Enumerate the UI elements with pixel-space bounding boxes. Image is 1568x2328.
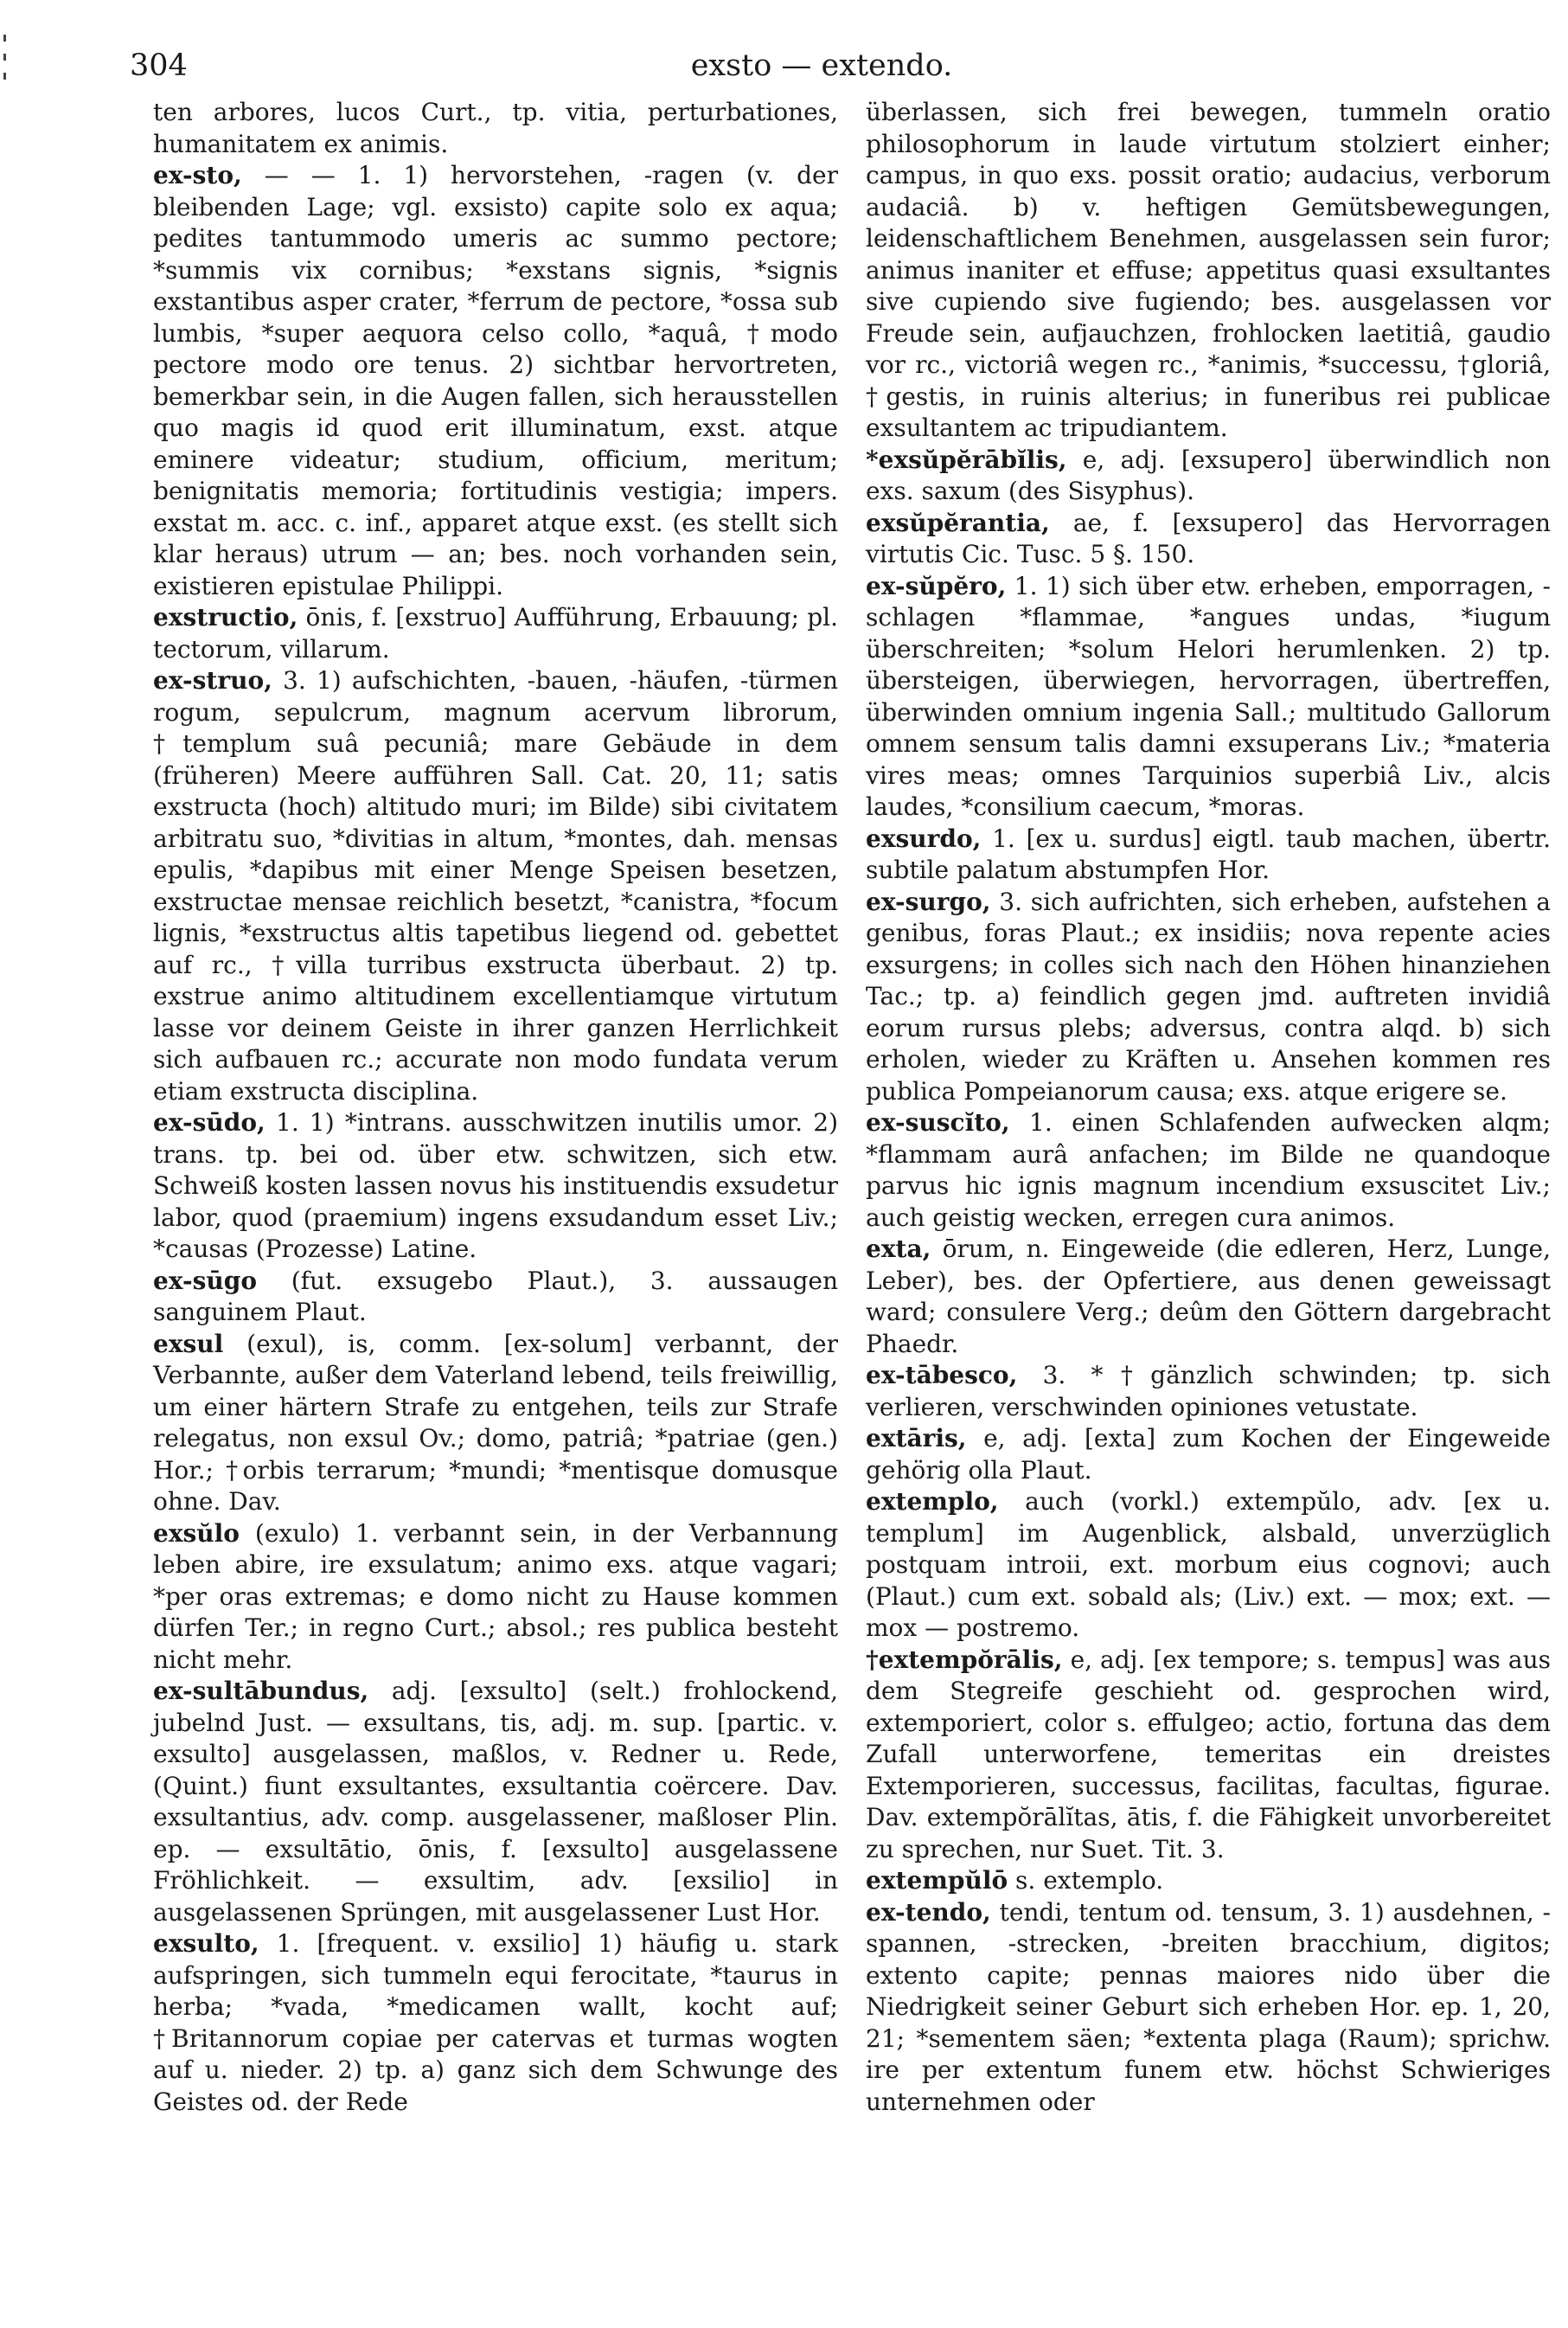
entry-text: 1. 1) *intrans. ausschwitzen inutilis umor. 2) trans. tp. bei od. über etw. schwitzen, sich etw. Schweiß kosten lassen novus his instituendis exsudetur labor, quod (praemium) ingens exsudandum esset Liv.; *causas (Prozesse) Latine. <box>153 1108 838 1263</box>
margin-mark <box>3 73 6 80</box>
dictionary-entry <box>153 1928 838 2118</box>
dictionary-entry <box>866 1234 1551 1360</box>
dictionary-entry <box>866 1897 1551 2119</box>
dictionary-entry <box>153 1518 838 1677</box>
dictionary-entry <box>153 665 838 1107</box>
entry-text: 1. [ex u. surdus] eigtl. taub machen, übertr. subtile palatum abstumpfen Hor. <box>866 824 1551 884</box>
entry-headword: ex-suscĭto, <box>866 1108 1010 1137</box>
dictionary-entry <box>866 1865 1551 1897</box>
dictionary-entry <box>866 445 1551 508</box>
dictionary-entry <box>866 824 1551 887</box>
margin-mark <box>3 35 6 42</box>
entry-text: tendi, tentum od. tensum, 3. 1) ausdehnen, -spannen, -strecken, -breiten bracchium, digitos; extento capite; pennas maiores nido über die Niedrigkeit seiner Geburt sich erheben Hor. ep. 1, 20, 21; *sementem säen; *extenta plaga (Raum); sprichw. ire per extentum funem etw. höchst Schwieriges unternehmen oder <box>866 1897 1551 2116</box>
entry-headword: ex-sto, <box>153 161 242 189</box>
running-header <box>130 40 1514 92</box>
entry-headword: extempŭlō <box>866 1866 1008 1895</box>
entry-text: ōnis, f. [exstruo] Aufführung, Erbauung; pl. tectorum, villarum. <box>153 603 839 664</box>
running-title: exsto — extendo. <box>690 48 953 83</box>
dictionary-entry <box>866 1423 1551 1486</box>
entry-text: ae, f. [exsupero] das Hervorragen virtutis Cic. Tusc. 5 §. 150. <box>866 508 1551 568</box>
right-column <box>866 97 1551 2118</box>
entry-headword: exsŭpĕrantia, <box>866 508 1050 537</box>
entry-headword: extāris, <box>866 1424 967 1453</box>
dictionary-entry <box>866 1486 1551 1645</box>
dictionary-entry <box>866 571 1551 824</box>
entry-text: adj. [exsulto] (selt.) frohlockend, jubelnd Just. — exsultans, tis, adj. m. sup. [partic. v. exsulto] ausgelassen, maßlos, v. Redner u. Rede, (Quint.) fiunt exsultantes, exsultantia coërcere. Dav. exsultantius, adv. comp. ausgelassener, maßloser Plin. ep. — exsultātio, ōnis, f. [exsulto] ausgelassene Fröhlichkeit. — exsultim, adv. [exsilio] in ausgelassenen Sprüngen, mit ausgelassener Lust Hor. <box>153 1677 838 1927</box>
margin-mark <box>3 54 6 61</box>
entry-text: e, adj. [ex tempore; s. tempus] was aus dem Stegreife geschieht od. gesprochen wird, extemporiert, color s. effulgeo; actio, fortuna das dem Zufall unterworfene, temeritas ein dreistes Extemporieren, successus, facilitas, facultas, figurae. Dav. extempŏrālĭtas, ātis, f. die Fähigkeit unvorbereitet zu sprechen, nur Suet. Tit. 3. <box>866 1645 1552 1863</box>
dictionary-entry <box>153 1107 838 1266</box>
dictionary-entry <box>866 1360 1551 1423</box>
entry-headword: exsurdo, <box>866 824 982 853</box>
entry-headword: ex-surgo, <box>866 887 991 916</box>
entry-text: s. extemplo. <box>1015 1866 1164 1895</box>
entry-headword: ex-sūdo, <box>153 1108 266 1137</box>
dictionary-entry <box>866 887 1551 1108</box>
left-column <box>153 97 838 2118</box>
entry-headword: exta, <box>866 1235 931 1263</box>
dictionary-entry <box>866 97 1551 445</box>
entry-headword: exsul <box>153 1329 224 1358</box>
entry-text: 3. 1) aufschichten, -bauen, -häufen, -türmen rogum, sepulcrum, magnum acervum librorum, †templum suâ pecuniâ; mare Gebäude in dem (früheren) Meere aufführen Sall. Cat. 20, 11; satis exstructa (hoch) altitudo muri; im Bilde) sibi civitatem arbitratu suo, *divitias in altum, *montes, dah. mensas epulis, *dapibus mit einer Menge Speisen besetzen, exstructae mensae reichlich besetzt, *canistra, *focum lignis, *exstructus altis tapetibus liegend od. gebettet auf rc., †villa turribus exstructa überbaut. 2) tp. exstrue animo altitudinem excellentiamque virtutum lasse vor deinem Geiste in ihrer ganzen Herrlichkeit sich aufbauen rc.; accurate non modo fundata verum etiam exstructa disciplina. <box>153 666 838 1106</box>
entry-headword: extemplo, <box>866 1487 999 1516</box>
entry-headword: exsŭlo <box>153 1518 240 1548</box>
entry-text: — — 1. 1) hervorstehen, -ragen (v. der bleibenden Lage; vgl. exsisto) capite solo ex aqua; pedites tantummodo umeris ac summo pectore; *summis vix cornibus; *exstans signis, *signis exstantibus asper crater, *ferrum de pectore, *ossa sub lumbis, *super aequora celso collo, *aquâ, †modo pectore modo ore tenus. 2) sichtbar hervortreten, bemerkbar sein, in die Augen fallen, sich herausstellen quo magis id quod erit illuminatum, exst. atque eminere videatur; studium, officium, meritum; benignitatis memoria; fortitudinis vestigia; impers. exstat m. acc. c. inf., apparet atque exst. (es stellt sich klar heraus) utrum — an; bes. noch vorhanden sein, existieren epistulae Philippi. <box>153 161 838 600</box>
page-number: 304 <box>130 48 188 83</box>
dictionary-entry <box>153 97 838 160</box>
entry-headword: exstructio, <box>153 603 298 632</box>
dictionary-entry <box>153 1676 838 1928</box>
entry-text: ten arbores, lucos Curt., tp. vitia, perturbationes, humanitatem ex animis. <box>153 98 838 158</box>
entry-text: 1. 1) sich über etw. erheben, emporragen, -schlagen *flammae, *angues undas, *iugum überschreiten; *solum Helori herumlenken. 2) tp. übersteigen, überwiegen, hervorragen, übertreffen, überwinden omnium ingenia Sall.; multitudo Gallorum omnem sensum talis damni exsuperans Liv.; *materia vires meas; omnes Tarquinios superbiâ Liv., alcis laudes, *consilium caecum, *moras. <box>866 571 1551 821</box>
entry-headword: ex-tābesco, <box>866 1361 1018 1389</box>
entry-headword: ex-sultābundus, <box>153 1677 369 1705</box>
dictionary-entry <box>153 602 838 665</box>
dictionary-entry <box>153 1329 838 1518</box>
entry-headword: exsulto, <box>153 1929 259 1958</box>
dictionary-entry <box>866 1645 1551 1866</box>
entry-text: überlassen, sich frei bewegen, tummeln oratio philosophorum in laude virtutum stolziert einher; campus, in quo exs. possit oratio; audacius, verborum audaciâ. b) v. heftigen Gemütsbewegungen, leidenschaftlichem Benehmen, ausgelassen sein furor; animus inaniter et effuse; appetitus quasi exsultantes sive cupiendo sive fugiendo; bes. ausgelassen vor Freude sein, aufjauchzen, frohlocken laetitiâ, gaudio vor rc., victoriâ wegen rc., *animis, *successu, †gloriâ, †gestis, in ruinis alterius; in funeribus rei publicae exsultantem ac tripudiantem. <box>866 98 1551 442</box>
entry-text: auch (vorkl.) extempŭlo, adv. [ex u. templum] im Augenblick, alsbald, unverzüglich postquam introii, ext. morbum eius cognovi; auch (Plaut.) cum ext. sobald als; (Liv.) ext. — mox; ext. — mox — postremo. <box>866 1487 1551 1642</box>
entry-headword: *exsŭpĕrābĭlis, <box>866 445 1067 474</box>
entry-text: e, adj. [exsupero] überwindlich non exs. saxum (des Sisyphus). <box>866 445 1551 505</box>
dictionary-entry <box>866 1107 1551 1234</box>
entry-text: 1. [frequent. v. exsilio] 1) häufig u. stark aufspringen, sich tummeln equi ferocitate, *taurus in herba; *vada, *medicamen wallt, kocht auf; †Britannorum copiae per catervas et turmas wogten auf u. nieder. 2) tp. a) ganz sich dem Schwunge des Geistes od. der Rede <box>153 1929 838 2116</box>
dictionary-entry <box>866 508 1551 571</box>
entry-headword: ex-tendo, <box>866 1897 991 1927</box>
entry-text: (fut. exsugebo Plaut.), 3. aussaugen sanguinem Plaut. <box>153 1266 839 1326</box>
entry-text: e, adj. [exta] zum Kochen der Eingeweide gehörig olla Plaut. <box>866 1424 1551 1485</box>
entry-text: (exulo) 1. verbannt sein, in der Verbannung leben abire, ire exsulatum; animo exs. atque vagari; *per oras extremas; e domo nicht zu Hause kommen dürfen Ter.; in regno Curt.; absol.; res publica besteht nicht mehr. <box>153 1518 839 1674</box>
dictionary-entry <box>153 160 838 602</box>
entry-text: 3. *†gänzlich schwinden; tp. sich verlieren, verschwinden opiniones vetustate. <box>866 1361 1551 1421</box>
entry-text: 1. einen Schlafenden aufwecken alqm; *flammam aurâ anfachen; im Bilde ne quandoque parvus hic ignis magnum incendium exsuscitet Liv.; auch geistig wecken, erregen cura animos. <box>866 1108 1552 1232</box>
entry-text: 3. sich aufrichten, sich erheben, aufstehen a genibus, foras Plaut.; ex insidiis; nova repente acies exsurgens; in colles sich nach den Höhen hinanziehen Tac.; tp. a) feindlich gegen jmd. auftreten invidiâ eorum rursus plebs; adversus, contra alqd. b) sich erholen, wieder zu Kräften u. Ansehen kommen res publica Pompeianorum causa; exs. atque erigere se. <box>866 887 1551 1106</box>
entry-headword: ex-sŭpĕro, <box>866 571 1007 600</box>
entry-headword: †extempŏrālis, <box>866 1645 1063 1674</box>
entry-text: ōrum, n. Eingeweide (die edleren, Herz, Lunge, Leber), bes. der Opfertiere, aus denen geweissagt ward; consulere Verg.; deûm den Göttern dargebracht Phaedr. <box>866 1235 1551 1358</box>
dictionary-entry <box>153 1266 838 1329</box>
entry-headword: ex-sūgo <box>153 1266 258 1295</box>
entry-headword: ex-struo, <box>153 666 272 695</box>
entry-text: (exul), is, comm. [ex-solum] verbannt, der Verbannte, außer dem Vaterland lebend, teils freiwillig, um einer härtern Strafe zu entgehen, teils zur Strafe relegatus, non exsul Ov.; domo, patriâ; *patriae (gen.) Hor.; †orbis terrarum; *mundi; *mentisque domusque ohne. Dav. <box>153 1329 838 1516</box>
